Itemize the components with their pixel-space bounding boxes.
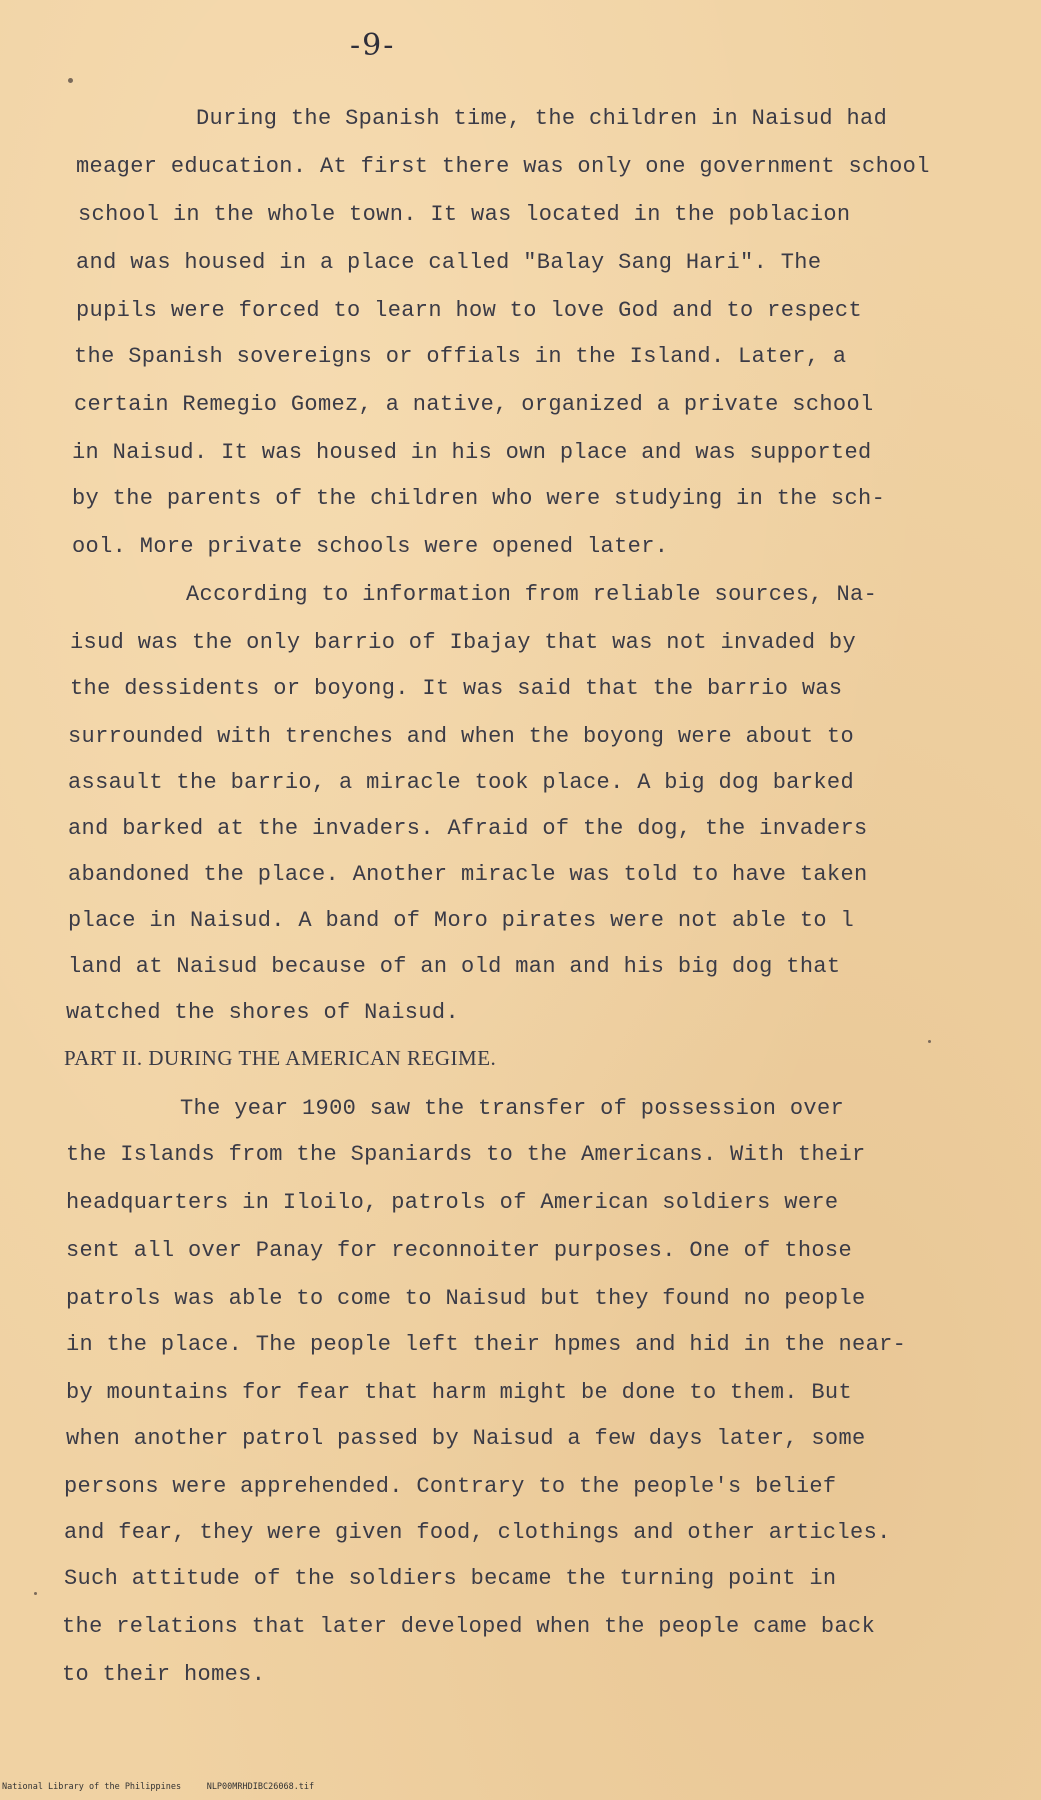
- paragraph-3-line: and fear, they were given food, clothings and other articles.: [64, 1520, 891, 1545]
- ink-speck: [928, 1040, 931, 1043]
- paragraph-2-line: abandoned the place. Another miracle was told to have taken: [68, 862, 868, 887]
- paragraph-2-line: isud was the only barrio of Ibajay that was not invaded by: [70, 630, 857, 655]
- paragraph-1-line: the Spanish sovereigns or offials in the Island. Later, a: [74, 344, 847, 369]
- paragraph-3-line: when another patrol passed by Naisud a few days later, some: [66, 1426, 866, 1451]
- section-heading: PART II. DURING THE AMERICAN REGIME.: [64, 1046, 497, 1070]
- ink-speck: [68, 78, 73, 83]
- paragraph-1-line: meager education. At first there was only one government school: [76, 154, 930, 179]
- paragraph-3-line: persons were apprehended. Contrary to the people's belief: [64, 1474, 837, 1499]
- paragraph-3-line: by mountains for fear that harm might be done to them. But: [66, 1380, 853, 1405]
- paragraph-2-line: surrounded with trenches and when the boyong were about to: [68, 724, 855, 749]
- paragraph-3-line: the Islands from the Spaniards to the Americans. With their: [66, 1142, 866, 1167]
- paragraph-3-line: to their homes.: [62, 1662, 266, 1687]
- paragraph-3-line: the relations that later developed when the people came back: [62, 1614, 876, 1639]
- paragraph-1-line: ool. More private schools were opened later.: [72, 534, 669, 559]
- paragraph-2-line: the dessidents or boyong. It was said that the barrio was: [70, 676, 843, 701]
- paragraph-2-line: According to information from reliable sources, Na-: [186, 582, 878, 607]
- paragraph-2-line: land at Naisud because of an old man and his big dog that: [68, 954, 841, 979]
- archive-footer: National Library of the Philippines NLP00MRHDIBC26068.tif: [2, 1782, 315, 1792]
- paragraph-3-line: Such attitude of the soldiers became the turning point in: [64, 1566, 837, 1591]
- paragraph-1-line: school in the whole town. It was located in the poblacion: [78, 202, 851, 227]
- paragraph-1-line: pupils were forced to learn how to love God and to respect: [76, 298, 863, 323]
- paragraph-3-line: patrols was able to come to Naisud but they found no people: [66, 1286, 866, 1311]
- paragraph-1-line: by the parents of the children who were studying in the sch-: [72, 486, 886, 511]
- paragraph-3-line: headquarters in Iloilo, patrols of American soldiers were: [66, 1190, 839, 1215]
- paragraph-2-line: watched the shores of Naisud.: [66, 1000, 460, 1025]
- paragraph-2-line: and barked at the invaders. Afraid of the dog, the invaders: [68, 816, 868, 841]
- paragraph-2-line: assault the barrio, a miracle took place. A big dog barked: [68, 770, 855, 795]
- paragraph-1-line: and was housed in a place called "Balay Sang Hari". The: [76, 250, 822, 275]
- paragraph-3-line: in the place. The people left their hpmes and hid in the near-: [66, 1332, 907, 1357]
- paragraph-1-line: in Naisud. It was housed in his own place and was supported: [72, 440, 872, 465]
- page-number: -9-: [350, 28, 396, 63]
- ink-speck: [34, 1592, 37, 1595]
- paragraph-2-line: place in Naisud. A band of Moro pirates were not able to l: [68, 908, 855, 933]
- paragraph-3-line: sent all over Panay for reconnoiter purposes. One of those: [66, 1238, 853, 1263]
- paragraph-1-line: During the Spanish time, the children in Naisud had: [196, 106, 888, 131]
- paragraph-3-line: The year 1900 saw the transfer of possession over: [180, 1096, 845, 1121]
- paragraph-1-line: certain Remegio Gomez, a native, organized a private school: [74, 392, 874, 417]
